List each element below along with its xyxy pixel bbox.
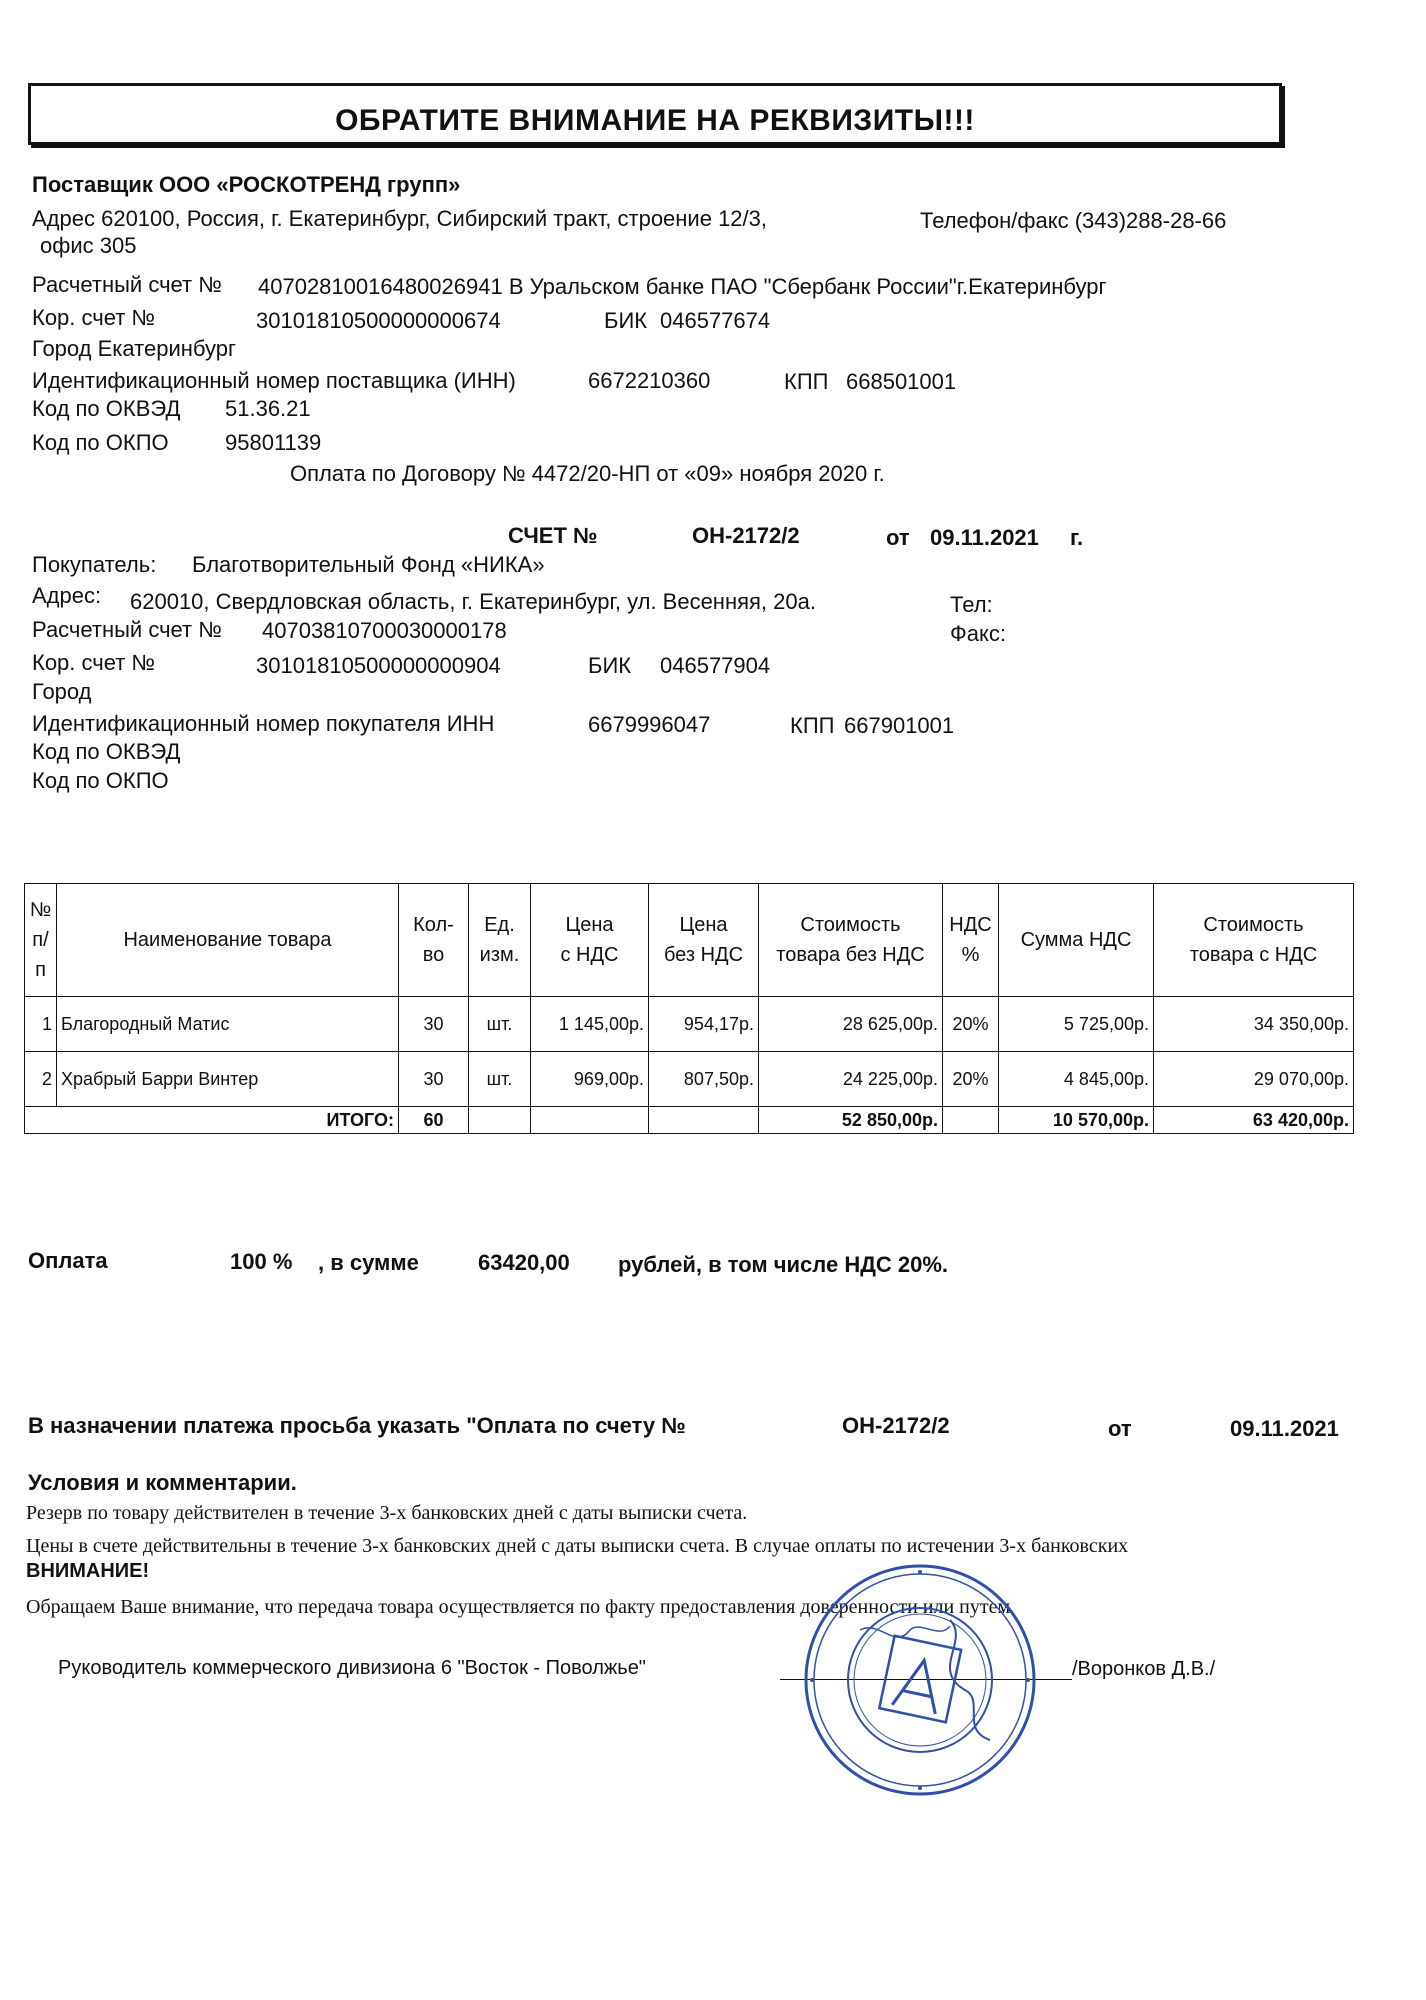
supplier-city: Город Екатеринбург [32,336,237,361]
supplier-bik-label: БИК [604,308,648,333]
purpose-number: ОН-2172/2 [842,1413,950,1438]
purpose-date: 09.11.2021 [1230,1416,1339,1441]
buyer-bik-label: БИК [588,653,632,678]
header-price-vat: Цена с НДС [531,884,649,997]
invoice-from: от [886,525,910,550]
row-price-vat: 969,00р. [531,1052,649,1107]
supplier-kor: 30101810500000000674 [256,308,501,333]
payment-percent: 100 % [230,1249,293,1274]
buyer-bik: 046577904 [660,653,771,678]
row-cost-novat: 28 625,00р. [759,997,943,1052]
header-vat-percent: НДС % [943,884,999,997]
supplier-label: Поставщик [32,172,153,197]
conditions-title: Условия и комментарии. [28,1470,297,1495]
supplier-kor-label: Кор. счет № [32,305,156,330]
total-empty-vat [943,1107,999,1134]
supplier-account: 40702810016480026941 В Уральском банке ПАО "Сбербанк России"г.Екатеринбург [258,274,1107,299]
buyer-city-label: Город [32,679,92,704]
total-empty-price-novat [649,1107,759,1134]
total-cost-novat: 52 850,00р. [759,1107,943,1134]
buyer-label: Покупатель: [32,552,157,577]
signatory-name: /Воронков Д.В./ [1072,1658,1216,1680]
row-vat-percent: 20% [943,1052,999,1107]
buyer-account-label: Расчетный счет № [32,617,222,642]
buyer-fax-label: Факс: [950,621,1006,646]
row-price-novat: 807,50р. [649,1052,759,1107]
supplier-phone: Телефон/факс (343)288-28-66 [920,208,1227,233]
header-cost-novat: Стоимость товара без НДС [759,884,943,997]
buyer-address-label: Адрес: [32,583,102,608]
row-unit: шт. [469,997,531,1052]
table-row [25,1052,1354,1107]
payment-label: Оплата [28,1248,108,1273]
supplier-heading [32,172,460,198]
buyer-kpp-label: КПП [790,713,835,738]
header-number: № п/п [25,884,57,997]
row-price-vat: 1 145,00р. [531,997,649,1052]
goods-table [24,883,1354,1134]
row-cost-vat: 29 070,00р. [1154,1052,1354,1107]
supplier-account-label: Расчетный счет № [32,272,222,297]
company-seal-icon [800,1560,1040,1800]
supplier-okpo: 95801139 [225,430,322,455]
header-price-novat: Цена без НДС [649,884,759,997]
buyer-inn: 6679996047 [588,712,711,737]
invoice-label: СЧЕТ № [508,523,598,548]
header-unit: Ед. изм. [469,884,531,997]
buyer-inn-label: Идентификационный номер покупателя ИНН [32,711,495,736]
row-number: 1 [25,997,57,1052]
signatory-position: Руководитель коммерческого дивизиона 6 "Восток - Поволжье" [58,1657,646,1679]
supplier-address-line1: Адрес 620100, Россия, г. Екатеринбург, Сибирский тракт, строение 12/3, [32,206,768,231]
purpose-text: В назначении платежа просьба указать "Оплата по счету № [28,1413,686,1438]
buyer-account: 40703810700030000178 [262,618,507,643]
row-unit: шт. [469,1052,531,1107]
row-qty: 30 [399,997,469,1052]
table-total-row [25,1107,1354,1134]
supplier-okved-label: Код по ОКВЭД [32,396,181,421]
row-name: Храбрый Барри Винтер [57,1052,399,1107]
buyer-okpo-label: Код по ОКПО [32,768,169,793]
supplier-name: ООО «РОСКОТРЕНД групп» [158,172,461,197]
supplier-okpo-label: Код по ОКПО [32,430,169,455]
attention-label: ВНИМАНИЕ! [26,1560,150,1582]
supplier-kpp-label: КПП [784,369,829,394]
invoice-date: 09.11.2021 [930,525,1039,550]
total-vat-sum: 10 570,00р. [999,1107,1154,1134]
invoice-year-suffix: г. [1070,525,1084,550]
attention-banner [28,83,1282,145]
buyer-kpp: 667901001 [844,713,955,738]
buyer-tel-label: Тел: [950,592,993,617]
payment-tail: рублей, в том числе НДС 20%. [618,1252,949,1277]
banner-text: ОБРАТИТЕ ВНИМАНИЕ НА РЕКВИЗИТЫ!!! [335,104,975,137]
invoice-number: ОН-2172/2 [692,523,800,548]
purpose-from: от [1108,1416,1132,1441]
table-row [25,997,1354,1052]
conditions-line1: Резерв по товару действителен в течение 3-х банковских дней с даты выписки счета. [26,1502,748,1524]
row-cost-vat: 34 350,00р. [1154,997,1354,1052]
row-vat-sum: 5 725,00р. [999,997,1154,1052]
buyer-okved-label: Код по ОКВЭД [32,739,181,764]
supplier-address-line2: офис 305 [40,233,137,258]
buyer-address: 620010, Свердловская область, г. Екатеринбург, ул. Весенняя, 20а. [130,589,816,614]
supplier-inn-label: Идентификационный номер поставщика (ИНН) [32,368,516,393]
supplier-inn: 6672210360 [588,368,711,393]
total-qty: 60 [399,1107,469,1134]
buyer-kor-label: Кор. счет № [32,650,156,675]
conditions-line3: Обращаем Ваше внимание, что передача товара осуществляется по факту предоставления доверенности или путем [26,1596,1011,1618]
contract-line: Оплата по Договору № 4472/20-НП от «09» ноября 2020 г. [290,461,885,486]
header-cost-vat: Стоимость товара с НДС [1154,884,1354,997]
supplier-okved: 51.36.21 [225,396,311,421]
total-label: ИТОГО: [25,1107,399,1134]
row-name: Благородный Матис [57,997,399,1052]
buyer-kor: 30101810500000000904 [256,653,501,678]
buyer-name: Благотворительный Фонд «НИКА» [192,552,545,577]
row-qty: 30 [399,1052,469,1107]
table-header-row [25,884,1354,997]
row-vat-sum: 4 845,00р. [999,1052,1154,1107]
payment-sum: 63420,00 [478,1250,570,1275]
row-vat-percent: 20% [943,997,999,1052]
payment-in-sum: , в сумме [318,1250,419,1275]
row-cost-novat: 24 225,00р. [759,1052,943,1107]
conditions-line2: Цены в счете действительны в течение 3-х банковских дней с даты выписки счета. В случае оплаты по истечении 3-х банковских [26,1535,1129,1557]
supplier-bik: 046577674 [660,308,771,333]
total-empty-price-vat [531,1107,649,1134]
total-empty-unit [469,1107,531,1134]
row-number: 2 [25,1052,57,1107]
header-name: Наименование товара [57,884,399,997]
row-price-novat: 954,17р. [649,997,759,1052]
total-cost-vat: 63 420,00р. [1154,1107,1354,1134]
header-vat-sum: Сумма НДС [999,884,1154,997]
header-qty: Кол-во [399,884,469,997]
supplier-kpp: 668501001 [846,369,957,394]
